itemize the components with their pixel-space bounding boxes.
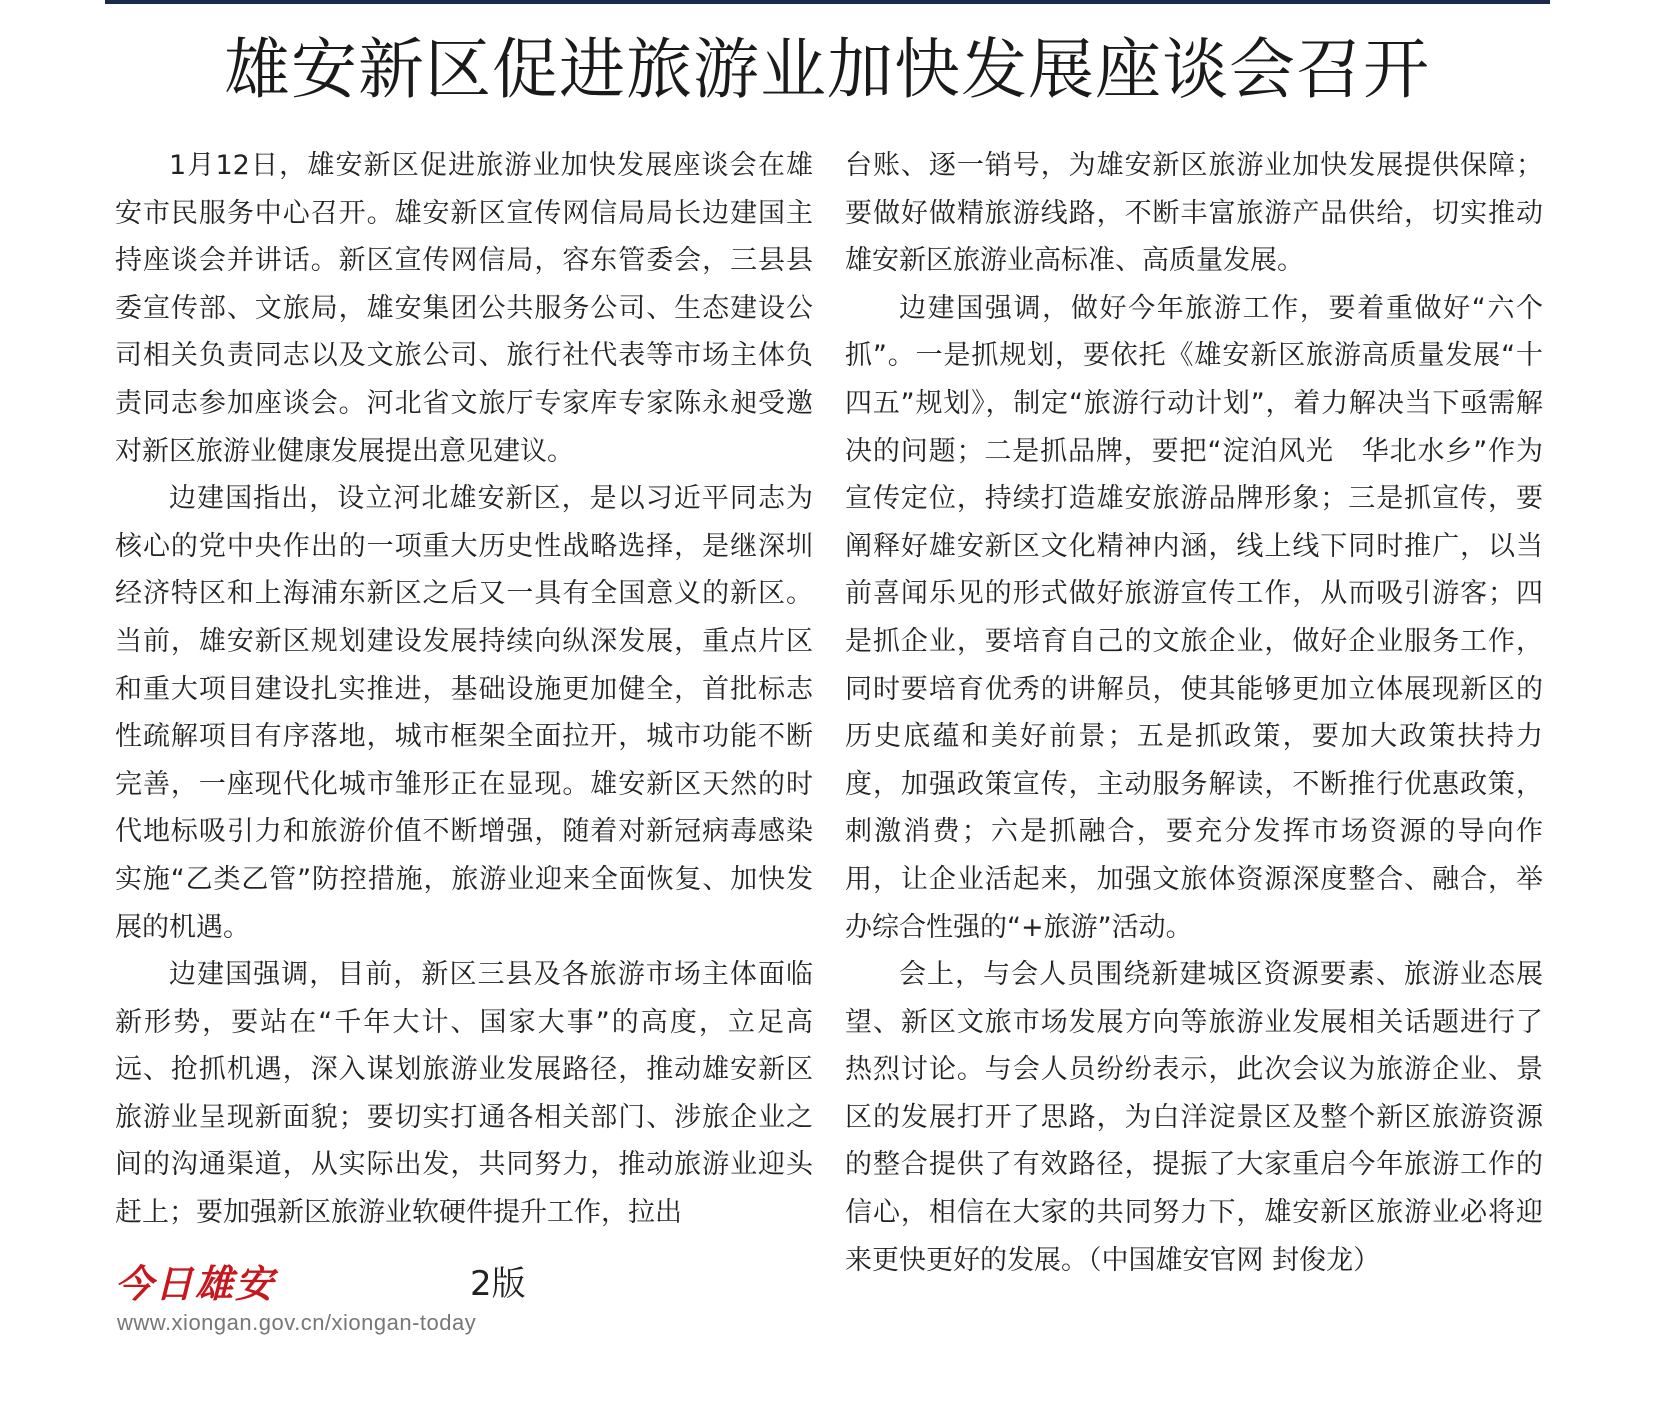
page-number: 2版	[470, 1264, 526, 1304]
newspaper-logo: 今日雄安	[115, 1261, 276, 1306]
article-column-right	[845, 142, 1543, 1284]
article-paragraph: 边建国强调，做好今年旅游工作，要着重做好“六个抓”。一是抓规划，要依托《雄安新区旅游高质量发展“十四五”规划》，制定“旅游行动计划”，着力解决当下亟需解决的问题；二是抓品牌，要把“淀泊风光 华北水乡”作为宣传定位，持续打造雄安旅游品牌形象；三是抓宣传，要阐释好雄安新区文化精神内涵，线上线下同时推广，以当前喜闻乐见的形式做好旅游宣传工作，从而吸引游客；四是抓企业，要培育自己的文旅企业，做好企业服务工作，同时要培育优秀的讲解员，使其能够更加立体展现新区的历史底蕴和美好前景；五是抓政策，要加大政策扶持力度，加强政策宣传，主动服务解读，不断推行优惠政策，刺激消费；六是抓融合，要充分发挥市场资源的导向作用，让企业活起来，加强文旅体资源深度整合、融合，举办综合性强的“+旅游”活动。	[845, 292, 1543, 943]
article-paragraph-continued: 台账、逐一销号，为雄安新区旅游业加快发展提供保障；要做好做精旅游线路，不断丰富旅游产品供给，切实推动雄安新区旅游业高标准、高质量发展。	[845, 150, 1543, 277]
article-column-left	[115, 142, 813, 1237]
article-paragraph: 1月12日，雄安新区促进旅游业加快发展座谈会在雄安市民服务中心召开。雄安新区宣传网信局局长边建国主持座谈会并讲话。新区宣传网信局，容东管委会，三县县委宣传部、文旅局，雄安集团公共服务公司、生态建设公司相关负责同志以及文旅公司、旅行社代表等市场主体负责同志参加座谈会。河北省文旅厅专家库专家陈永昶受邀对新区旅游业健康发展提出意见建议。	[115, 150, 813, 467]
headline: 雄安新区促进旅游业加快发展座谈会召开	[224, 31, 1430, 108]
top-rule	[105, 0, 1550, 4]
article-paragraph: 会上，与会人员围绕新建城区资源要素、旅游业态展望、新区文旅市场发展方向等旅游业发展相关话题进行了热烈讨论。与会人员纷纷表示，此次会议为旅游企业、景区的发展打开了思路，为白洋淀景区及整个新区旅游资源的整合提供了有效路径，提振了大家重启今年旅游工作的信心，相信在大家的共同努力下，雄安新区旅游业必将迎来更快更好的发展。（中国雄安官网 封俊龙）	[845, 959, 1543, 1276]
article-paragraph: 边建国强调，目前，新区三县及各旅游市场主体面临新形势，要站在“千年大计、国家大事”的高度，立足高远、抢抓机遇，深入谋划旅游业发展路径，推动雄安新区旅游业呈现新面貌；要切实打通各相关部门、涉旅企业之间的沟通渠道，从实际出发，共同努力，推动旅游业迎头赶上；要加强新区旅游业软硬件提升工作，拉出	[115, 959, 813, 1229]
source-url: www.xiongan.gov.cn/xiongan-today	[117, 1310, 477, 1335]
article-paragraph: 边建国指出，设立河北雄安新区，是以习近平同志为核心的党中央作出的一项重大历史性战略选择，是继深圳经济特区和上海浦东新区之后又一具有全国意义的新区。当前，雄安新区规划建设发展持续向纵深发展，重点片区和重大项目建设扎实推进，基础设施更加健全，首批标志性疏解项目有序落地，城市框架全面拉开，城市功能不断完善，一座现代化城市雏形正在显现。雄安新区天然的时代地标吸引力和旅游价值不断增强，随着对新冠病毒感染实施“乙类乙管”防控措施，旅游业迎来全面恢复、加快发展的机遇。	[115, 483, 813, 943]
